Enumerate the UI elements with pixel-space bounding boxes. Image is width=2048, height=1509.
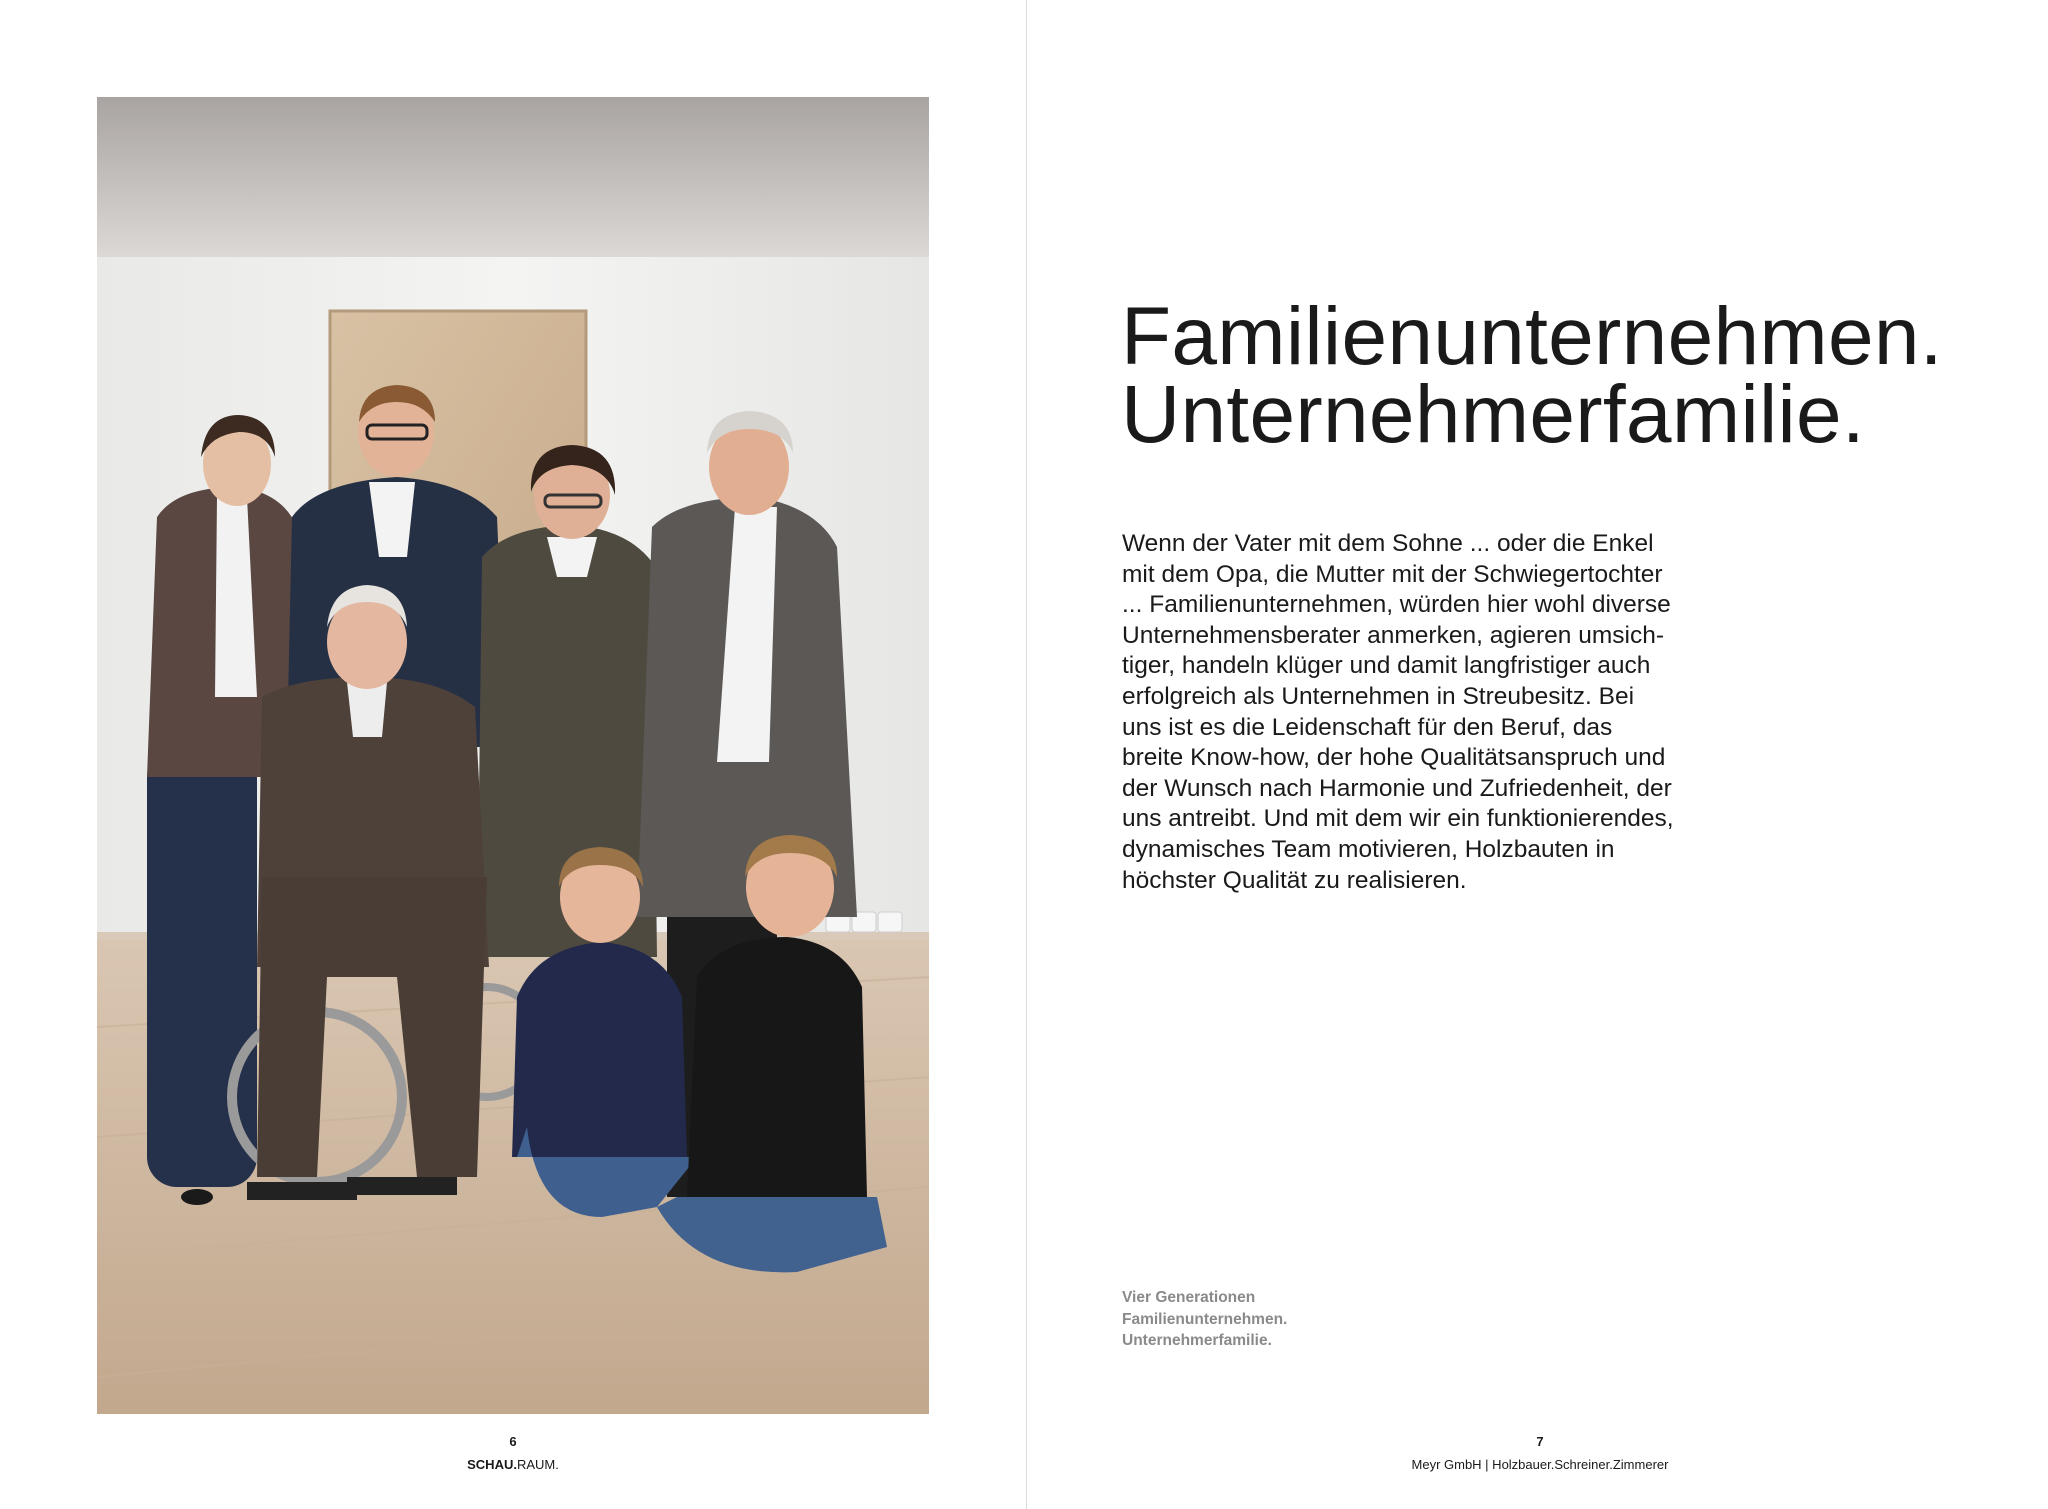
- headline-line-1: Familienunternehmen.: [1121, 291, 1943, 382]
- headline: [1121, 291, 2001, 460]
- body-line: der Wunsch nach Harmonie und Zufriedenheit, der: [1122, 774, 1672, 802]
- body-line: uns antreibt. Und mit dem wir ein funktionierendes,: [1122, 805, 1674, 833]
- family-photo: [97, 97, 929, 1414]
- footer-brand: [313, 1457, 713, 1472]
- family-photo-illustration: [97, 97, 929, 1414]
- body-line: Wenn der Vater mit dem Sohne ... oder die Enkel: [1122, 530, 1654, 557]
- body-line: ... Familienunternehmen, würden hier wohl diverse: [1122, 591, 1671, 619]
- body-line: erfolgreich als Unternehmen in Streubesitz. Bei: [1122, 682, 1635, 710]
- photo-caption: [1122, 1287, 1287, 1352]
- footer-brand-regular: RAUM.: [516, 1457, 559, 1472]
- body-line: tiger, handeln klüger und damit langfristiger auch: [1122, 652, 1651, 680]
- caption-line: Vier Generationen: [1122, 1289, 1256, 1306]
- body-text: [1122, 529, 1762, 896]
- footer-brand-bold: SCHAU.: [467, 1457, 517, 1472]
- body-line: breite Know-how, der hohe Qualitätsanspruch und: [1122, 744, 1666, 772]
- body-line: Unternehmensberater anmerken, agieren umsich-: [1122, 621, 1664, 649]
- headline-line-2: Unternehmerfamilie.: [1121, 369, 1865, 460]
- page-gutter: [1026, 0, 1027, 1509]
- body-line: höchster Qualität zu realisieren.: [1122, 866, 1467, 894]
- body-line: dynamisches Team motivieren, Holzbauten in: [1122, 835, 1615, 863]
- caption-line: Familienunternehmen.: [1122, 1310, 1288, 1328]
- body-line: uns ist es die Leidenschaft für den Beruf, das: [1122, 713, 1613, 741]
- body-line: mit dem Opa, die Mutter mit der Schwiegertochter: [1122, 560, 1663, 588]
- footer-company: Meyr GmbH | Holzbauer.Schreiner.Zimmerer: [1411, 1457, 1669, 1472]
- caption-line: Unternehmerfamilie.: [1122, 1332, 1272, 1349]
- page-number-left: 6: [509, 1434, 517, 1449]
- page-number-right: 7: [1536, 1434, 1544, 1449]
